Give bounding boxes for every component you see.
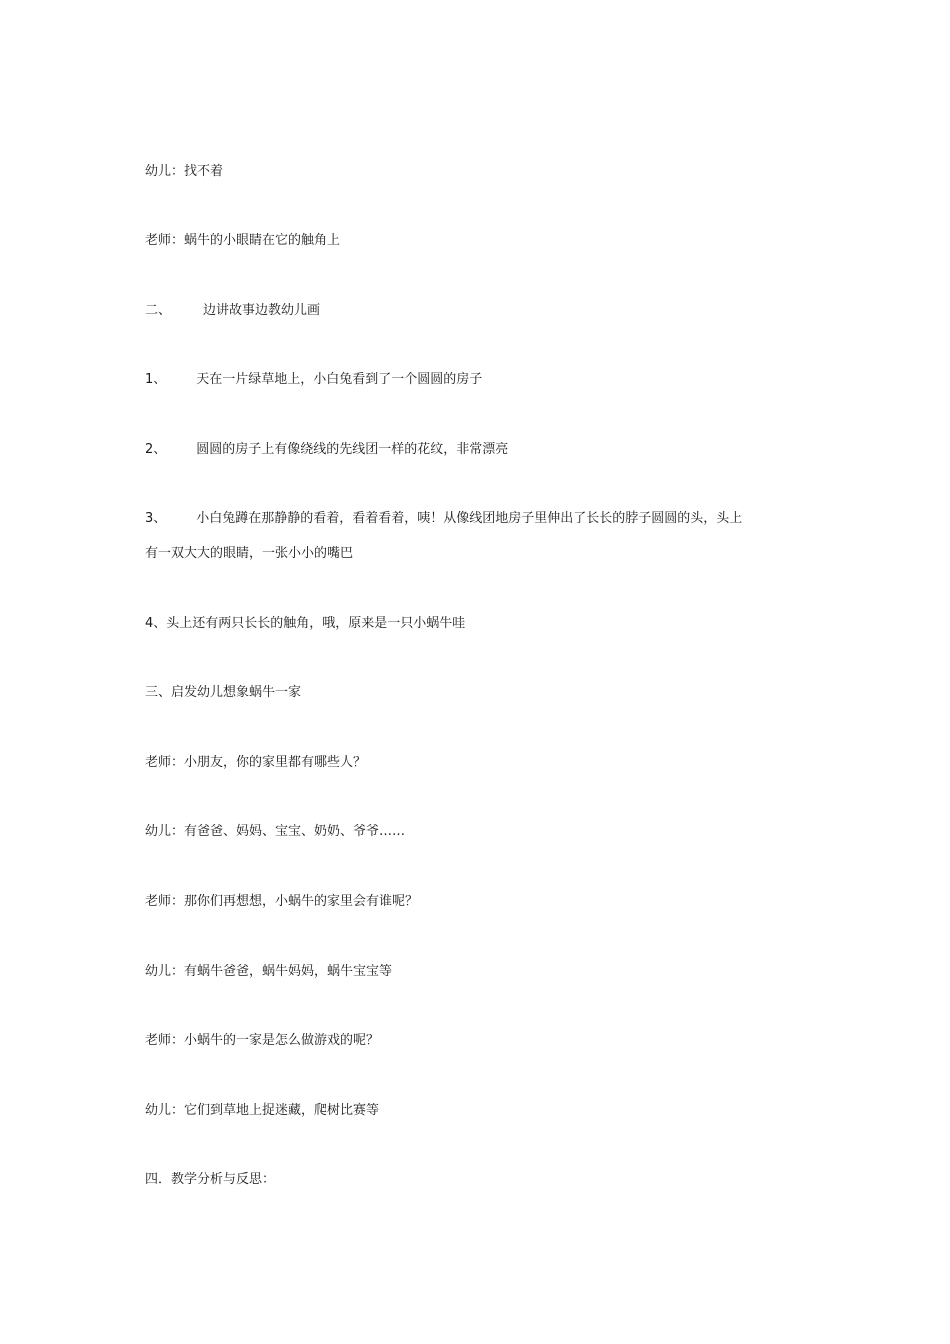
list-item-3-continuation <box>145 545 353 563</box>
dialogue-line-teacher-3 <box>145 893 418 911</box>
list-marker: 1、 <box>145 372 167 387</box>
line-text: 老师：那你们再想想，小蜗牛的家里会有谁呢？ <box>145 894 419 909</box>
list-text: 圆圆的房子上有像绕线的先线团一样的花纹，非常漂亮 <box>196 442 509 457</box>
list-item-1 <box>145 371 482 389</box>
dialogue-line-teacher-1 <box>145 232 340 250</box>
line-text: 幼儿：有蜗牛爸爸，蜗牛妈妈，蜗牛宝宝等 <box>145 964 393 979</box>
list-item-2 <box>145 441 508 459</box>
dialogue-line-child-4 <box>145 1102 379 1120</box>
list-marker: 3、 <box>145 511 167 526</box>
dialogue-line-teacher-2 <box>145 754 366 772</box>
section-heading-4 <box>145 1171 275 1189</box>
dialogue-line-teacher-4 <box>145 1032 379 1050</box>
list-text: 4、头上还有两只长长的触角，哦，原来是一只小蜗牛哇 <box>145 616 466 631</box>
section-title: 四．教学分析与反思： <box>145 1172 276 1187</box>
section-marker: 二、 <box>145 303 172 318</box>
section-title: 边讲故事边教幼儿画 <box>203 303 321 318</box>
line-text: 幼儿：它们到草地上捉迷藏，爬树比赛等 <box>145 1103 380 1118</box>
list-text: 小白兔蹲在那静静的看着，看着看着，咦！从像线团地房子里伸出了长长的脖子圆圆的头，头上 <box>196 511 743 526</box>
list-item-3 <box>145 510 742 528</box>
section-heading-3 <box>145 684 301 702</box>
line-text: 老师：小蜗牛的一家是怎么做游戏的呢？ <box>145 1033 380 1048</box>
section-heading-2 <box>145 302 320 320</box>
dialogue-line-child-2 <box>145 823 405 841</box>
list-text: 天在一片绿草地上，小白兔看到了一个圆圆的房子 <box>196 372 483 387</box>
list-item-4 <box>145 615 465 633</box>
line-text: 幼儿：找不着 <box>145 164 224 179</box>
line-text: 老师：蜗牛的小眼睛在它的触角上 <box>145 233 341 248</box>
line-text: 老师：小朋友，你的家里都有哪些人？ <box>145 755 367 770</box>
dialogue-line-child-1 <box>145 163 223 181</box>
list-marker: 2、 <box>145 442 167 457</box>
dialogue-line-child-3 <box>145 963 392 981</box>
line-text: 有一双大大的眼睛，一张小小的嘴巴 <box>145 546 354 561</box>
line-text: 幼儿：有爸爸、妈妈、宝宝、奶奶、爷爷…… <box>145 824 406 839</box>
section-title: 三、启发幼儿想象蜗牛一家 <box>145 685 302 700</box>
